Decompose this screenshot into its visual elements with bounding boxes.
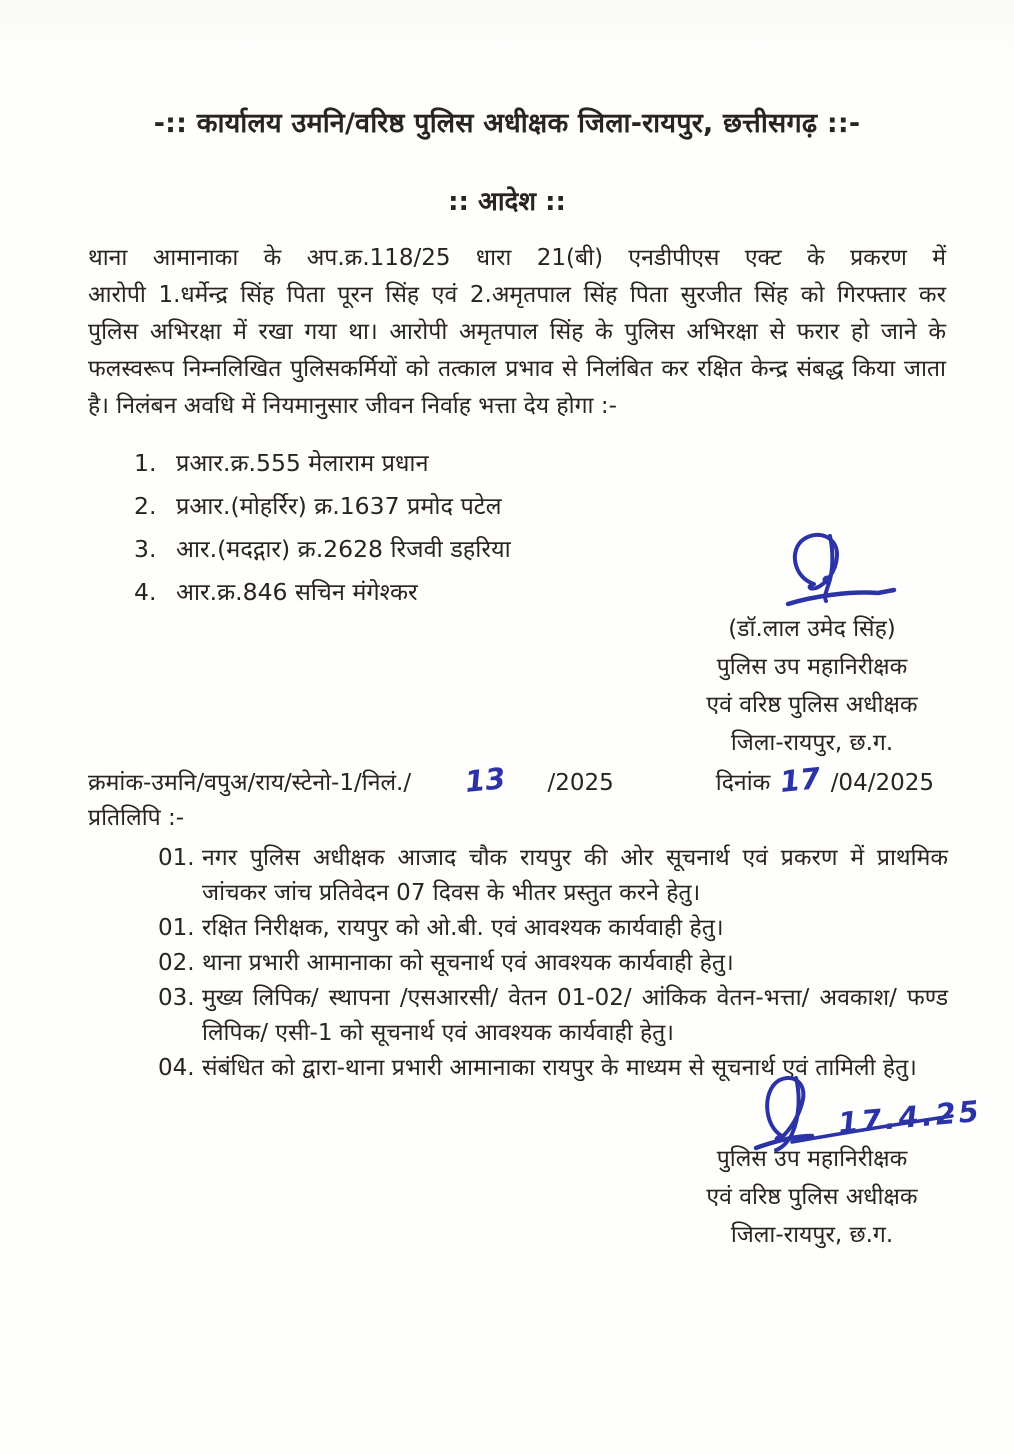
signatory-name: (डॉ.लाल उमेद सिंह) <box>728 616 896 642</box>
date-suffix: /04/2025 <box>830 770 934 796</box>
personnel-item-text: आर.(मदद्गार) क्र.2628 रिजवी डहरिया <box>176 535 511 563</box>
order-title: :: आदेश :: <box>448 187 566 217</box>
copies-label: प्रतिलिपि :- <box>88 805 185 831</box>
order-body-paragraph <box>88 240 946 425</box>
personnel-list-item <box>134 489 511 532</box>
copy-list-item <box>158 946 948 981</box>
signatory-designation-1: पुलिस उप महानिरीक्षक <box>716 1146 908 1172</box>
personnel-item-text: प्रआर.(मोहर्रिर) क्र.1637 प्रमोद पटेल <box>176 492 502 520</box>
date-group <box>715 760 934 800</box>
signatory-block-top <box>652 610 972 762</box>
paragraph-line: थाना आमानाका के अप.क्र.118/25 धारा 21(बी) एनडीपीएस एक्ट के प्रकरण में <box>88 245 946 271</box>
paragraph-line: आरोपी 1.धर्मेन्द्र सिंह पिता पूरन सिंह एवं 2.अमृतपाल सिंह पिता सुरजीत सिंह को गिरफ्तार कर <box>88 282 946 308</box>
paragraph-line: फलस्वरूप निम्नलिखित पुलिसकर्मियों को तत्काल प्रभाव से निलंबित कर रक्षित केन्द्र संबद्ध किया जाता <box>88 356 946 382</box>
signatory-designation-2: एवं वरिष्ठ पुलिस अधीक्षक <box>706 692 918 718</box>
handwritten-signature-date: 17.4.25 <box>836 1093 984 1141</box>
paragraph-line: है। निलंबन अवधि में नियमानुसार जीवन निर्वाह भत्ता देय होगा :- <box>88 393 617 419</box>
copy-list-item <box>158 981 948 1051</box>
personnel-item-number: 1. <box>134 449 157 477</box>
signatory-designation-1: पुलिस उप महानिरीक्षक <box>716 654 908 680</box>
signature-ink-top <box>774 530 902 612</box>
suspended-personnel-list <box>134 446 511 618</box>
signatory-designation-3: जिला-रायपुर, छ.ग. <box>730 1222 894 1248</box>
office-header: -:: कार्यालय उमनि/वरिष्ठ पुलिस अधीक्षक जिला-रायपुर, छत्तीसगढ़ ::- <box>153 108 861 139</box>
date-label: दिनांक <box>715 770 771 796</box>
copy-item-text: नगर पुलिस अधीक्षक आजाद चौक रायपुर की ओर सूचनार्थ एवं प्रकरण में प्राथमिक जांचकर जांच प्रतिवेदन 07 दिवस के भीतर प्रस्तुत करने हेतु। <box>202 845 948 906</box>
copy-item-number: 04. <box>158 1055 195 1081</box>
personnel-list-item <box>134 575 511 618</box>
copy-list-item <box>158 841 948 911</box>
handwritten-day: 17 <box>778 760 823 800</box>
signatory-designation-2: एवं वरिष्ठ पुलिस अधीक्षक <box>706 1184 918 1210</box>
reference-number-prefix: क्रमांक-उमनि/वपुअ/राय/स्टेनो-1/निलं./ <box>88 770 412 796</box>
copy-item-number: 01. <box>158 915 195 941</box>
copy-item-number: 03. <box>158 985 195 1011</box>
copy-item-number: 01. <box>158 845 195 871</box>
signatory-block-bottom <box>652 1140 972 1254</box>
paragraph-line: पुलिस अभिरक्षा में रखा गया था। आरोपी अमृतपाल सिंह के पुलिस अभिरक्षा से फरार हो जाने के <box>88 319 946 345</box>
handwritten-dispatch-number: 13 <box>463 760 508 800</box>
personnel-list-item <box>134 532 511 575</box>
copy-item-text: मुख्य लिपिक/ स्थापना /एसआरसी/ वेतन 01-02/ आंकिक वेतन-भत्ता/ अवकाश/ फण्ड लिपिक/ एसी-1 को सूचनार्थ एवं आवश्यक कार्यवाही हेतु। <box>202 985 948 1046</box>
copy-list-item <box>158 911 948 946</box>
personnel-item-number: 4. <box>134 578 157 606</box>
reference-line <box>88 760 934 800</box>
personnel-item-text: आर.क्र.846 सचिन मंगेश्कर <box>176 578 418 606</box>
personnel-item-number: 3. <box>134 535 157 563</box>
personnel-item-text: प्रआर.क्र.555 मेलाराम प्रधान <box>176 449 429 477</box>
personnel-list-item <box>134 446 511 489</box>
signatory-designation-3: जिला-रायपुर, छ.ग. <box>730 730 894 756</box>
copy-distribution-list <box>158 841 948 1086</box>
reference-year: /2025 <box>547 770 614 796</box>
copy-item-number: 02. <box>158 950 195 976</box>
copy-item-text: संबंधित को द्वारा-थाना प्रभारी आमानाका रायपुर के माध्यम से सूचनार्थ एवं तामिली हेतु। <box>202 1055 917 1081</box>
copy-item-text: रक्षित निरीक्षक, रायपुर को ओ.बी. एवं आवश्यक कार्यवाही हेतु। <box>202 915 724 941</box>
copy-item-text: थाना प्रभारी आमानाका को सूचनार्थ एवं आवश्यक कार्यवाही हेतु। <box>202 950 734 976</box>
personnel-item-number: 2. <box>134 492 157 520</box>
